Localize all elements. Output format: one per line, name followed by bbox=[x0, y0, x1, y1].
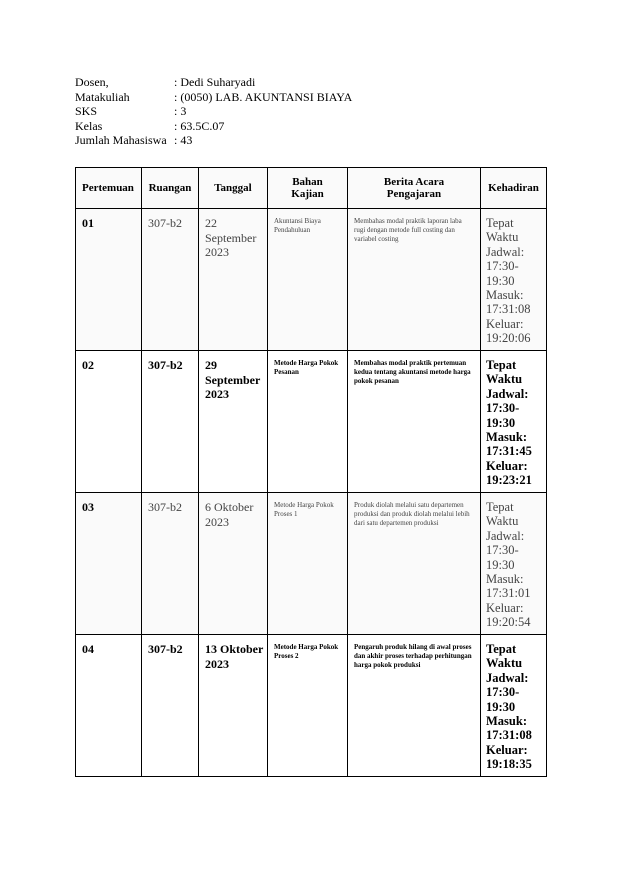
kehadiran-line: 19:30 bbox=[486, 557, 515, 572]
kehadiran-line: Tepat bbox=[486, 216, 514, 230]
cell-pertemuan: 04 bbox=[82, 642, 94, 656]
kehadiran-line: 19:30 bbox=[486, 415, 516, 430]
cell-kehadiran bbox=[481, 635, 546, 772]
cell-ruangan: 307-b2 bbox=[148, 500, 182, 514]
kehadiran-line: Masuk: bbox=[486, 288, 524, 303]
kehadiran-line: Keluar: bbox=[486, 742, 528, 757]
info-value: : 43 bbox=[174, 133, 193, 148]
cell-bahan: Metode Harga Pokok Proses 2 bbox=[274, 643, 339, 660]
cell-tanggal: 29 September 2023 bbox=[205, 358, 261, 402]
info-label: SKS bbox=[75, 104, 98, 119]
cell-tanggal: 13 Oktober 2023 bbox=[205, 642, 264, 671]
header-kehadiran: Kehadiran bbox=[481, 168, 547, 209]
cell-ruangan: 307-b2 bbox=[148, 216, 182, 230]
info-dosen bbox=[75, 75, 352, 90]
kehadiran-line: 17:30- bbox=[486, 259, 519, 274]
cell-kehadiran bbox=[481, 209, 546, 346]
kehadiran-line: 17:30- bbox=[486, 401, 520, 416]
cell-tanggal: 6 Oktober 2023 bbox=[205, 500, 254, 529]
info-jumlah bbox=[75, 133, 352, 148]
kehadiran-line: 17:31:01 bbox=[486, 586, 531, 601]
cell-tanggal: 22 September 2023 bbox=[205, 216, 257, 260]
table-row bbox=[76, 351, 547, 493]
kehadiran-line: Masuk: bbox=[486, 430, 527, 445]
kehadiran-line: 19:18:35 bbox=[486, 757, 532, 772]
cell-bahan: Metode Harga Pokok Pesanan bbox=[274, 359, 339, 376]
kehadiran-line: 17:31:08 bbox=[486, 728, 532, 743]
cell-kehadiran bbox=[481, 493, 546, 630]
kehadiran-line: 17:30- bbox=[486, 685, 520, 700]
cell-bahan: Metode Harga Pokok Proses 1 bbox=[274, 501, 334, 518]
kehadiran-line: Jadwal: bbox=[486, 244, 525, 259]
info-value: : Dedi Suharyadi bbox=[174, 75, 256, 89]
cell-pertemuan: 01 bbox=[82, 216, 94, 230]
header-berita-line2: Pengajaran bbox=[386, 188, 442, 200]
cell-bahan: Akuntansi Biaya Pendahuluan bbox=[274, 217, 321, 234]
info-label: Dosen, bbox=[75, 75, 109, 89]
attendance-table bbox=[75, 167, 547, 777]
kehadiran-line: Waktu bbox=[486, 372, 523, 387]
kehadiran-line: 17:30- bbox=[486, 543, 519, 558]
kehadiran-line: Tepat bbox=[486, 500, 514, 514]
header-row bbox=[76, 168, 547, 209]
header-bahan-line1: Bahan bbox=[292, 176, 323, 188]
cell-berita: Produk diolah melalui satu departemen produksi dan produk diolah melalui lebih dari satu departemen produksi bbox=[354, 501, 470, 527]
kehadiran-line: Keluar: bbox=[486, 316, 524, 331]
info-kelas bbox=[75, 119, 352, 134]
cell-pertemuan: 02 bbox=[82, 358, 94, 372]
kehadiran-line: 19:20:06 bbox=[486, 331, 531, 346]
kehadiran-line: Keluar: bbox=[486, 600, 524, 615]
kehadiran-line: Tepat bbox=[486, 358, 517, 372]
info-sks bbox=[75, 104, 352, 119]
kehadiran-line: Jadwal: bbox=[486, 528, 525, 543]
info-value: : (0050) LAB. AKUNTANSI BIAYA bbox=[174, 89, 353, 104]
kehadiran-line: Waktu bbox=[486, 230, 519, 245]
header-bahan-line2: Kajian bbox=[291, 188, 324, 200]
kehadiran-line: Tepat bbox=[486, 642, 517, 656]
kehadiran-line: Waktu bbox=[486, 514, 519, 529]
header-ruangan: Ruangan bbox=[142, 168, 199, 209]
kehadiran-line: Waktu bbox=[486, 656, 523, 671]
kehadiran-line: Masuk: bbox=[486, 714, 527, 729]
info-matakuliah bbox=[75, 90, 352, 105]
cell-pertemuan: 03 bbox=[82, 500, 94, 514]
table-row bbox=[76, 635, 547, 777]
cell-berita: Membahas modal praktik laporan laba rugi dengan metode full costing dan variabel costing bbox=[354, 217, 462, 243]
header-berita-acara bbox=[348, 168, 481, 209]
cell-ruangan: 307-b2 bbox=[148, 642, 183, 656]
cell-berita: Pengaruh produk hilang di awal proses dan akhir proses terhadap perhitungan harga pokok produksi bbox=[354, 643, 472, 669]
header-berita-line1: Berita Acara bbox=[383, 176, 445, 188]
cell-kehadiran bbox=[481, 351, 546, 488]
kehadiran-line: Keluar: bbox=[486, 458, 528, 473]
kehadiran-line: 19:30 bbox=[486, 699, 516, 714]
cell-berita: Membahas modal praktik pertemuan kedua tentang akuntansi metode harga pokok pesanan bbox=[354, 359, 471, 385]
info-label: Kelas bbox=[75, 118, 103, 133]
kehadiran-line: 19:30 bbox=[486, 273, 515, 288]
header-tanggal: Tanggal bbox=[199, 168, 268, 209]
table-row bbox=[76, 493, 547, 635]
header-bahan-kajian bbox=[268, 168, 348, 209]
cell-ruangan: 307-b2 bbox=[148, 358, 183, 372]
kehadiran-line: 19:23:21 bbox=[486, 473, 532, 488]
kehadiran-line: 19:20:54 bbox=[486, 615, 531, 630]
header-pertemuan: Pertemuan bbox=[76, 168, 142, 209]
info-value: : 63.5C.07 bbox=[174, 118, 225, 133]
info-label: Jumlah Mahasiswa bbox=[75, 133, 167, 148]
info-label: Matakuliah bbox=[75, 89, 130, 104]
kehadiran-line: Jadwal: bbox=[486, 670, 529, 685]
kehadiran-line: Jadwal: bbox=[486, 386, 529, 401]
info-value: : 3 bbox=[174, 104, 187, 119]
kehadiran-line: 17:31:45 bbox=[486, 444, 532, 459]
kehadiran-line: Masuk: bbox=[486, 572, 524, 587]
table-row bbox=[76, 209, 547, 351]
course-info bbox=[75, 75, 352, 148]
kehadiran-line: 17:31:08 bbox=[486, 302, 531, 317]
